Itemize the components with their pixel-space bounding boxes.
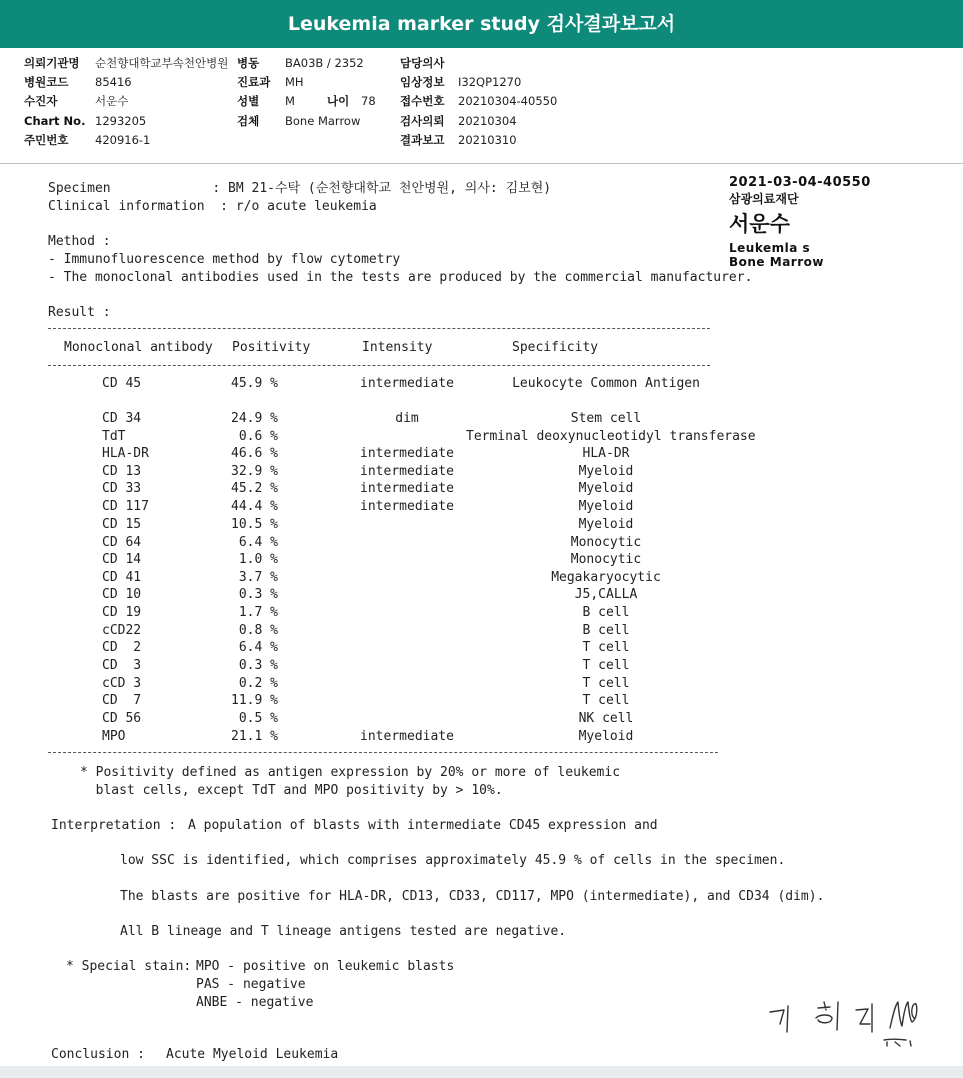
antibody-cell: CD 10 [102,587,142,602]
header-label: 병원코드 [24,75,69,89]
header-label: 진료과 [237,75,271,89]
column-header: Intensity [362,340,433,355]
table-row [0,464,800,481]
antibody-cell: CD 117 [102,499,149,514]
antibody-cell: CD 34 [102,411,142,426]
footnote-line: blast cells, except TdT and MPO positivity by > 10%. [80,783,503,798]
antibody-cell: CD 33 [102,481,142,496]
header-value: BA03B / 2352 [285,56,364,70]
positivity-cell: 10.5 % [231,517,278,532]
clinical-info-line: Clinical information : r/o acute leukemia [48,199,377,214]
age-label: 나이 [327,94,350,108]
antibody-cell: CD 19 [102,605,142,620]
method-line: - Immunofluorescence method by flow cytometry [48,252,401,267]
specimen-stamp [729,175,929,269]
table-row [0,658,800,675]
antibody-cell: CD 56 [102,711,142,726]
specificity-cell: T cell [582,676,630,691]
positivity-cell: 21.1 % [231,729,278,744]
header-label: 성별 [237,94,260,108]
header-value: 420916-1 [95,133,151,147]
table-row [0,481,800,498]
special-stain-line: PAS - negative [196,977,306,992]
column-header: Specificity [512,340,599,355]
intensity-cell: intermediate [360,376,454,391]
table-row [0,623,800,640]
positivity-cell: 24.9 % [231,411,278,426]
antibody-cell: CD 7 [102,693,142,708]
interpretation-line: A population of blasts with intermediate CD45 expression and [188,818,658,833]
column-header: Monoclonal antibody [64,340,213,355]
specificity-cell: Myeloid [578,464,634,479]
signature [760,990,940,1054]
header-label: 의뢰기관명 [24,56,80,70]
positivity-cell: 45.9 % [231,376,278,391]
intensity-cell: intermediate [360,464,454,479]
positivity-cell: 6.4 % [238,640,278,655]
table-row [0,605,800,622]
antibody-cell: CD 15 [102,517,142,532]
specificity-cell: Stem cell [570,411,642,426]
header-value: 20210304-40550 [458,94,558,108]
method-label: Method : [48,234,111,249]
header-label: 검사의뢰 [400,114,445,128]
specificity-cell: Monocytic [570,535,642,550]
specificity-cell: Myeloid [578,517,634,532]
positivity-cell: 1.7 % [238,605,278,620]
header-row [0,54,963,73]
positivity-cell: 0.8 % [238,623,278,638]
table-rule [48,752,718,753]
positivity-cell: 32.9 % [231,464,278,479]
handwritten-signature-icon [760,990,940,1050]
table-rule [48,365,710,366]
positivity-cell: 0.6 % [238,429,278,444]
header-row [0,112,963,131]
positivity-cell: 3.7 % [238,570,278,585]
positivity-cell: 1.0 % [238,552,278,567]
specificity-cell: Megakaryocytic [551,570,661,585]
header-label: 담당의사 [400,56,445,70]
table-header [0,340,800,357]
antibody-cell: CD 41 [102,570,142,585]
specificity-cell: Monocytic [570,552,642,567]
antibody-cell: CD 2 [102,640,142,655]
table-rule [48,328,710,329]
header-label: 주민번호 [24,133,69,147]
header-label: 임상정보 [400,75,445,89]
specificity-cell: J5,CALLA [574,587,638,602]
positivity-cell: 0.3 % [238,658,278,673]
positivity-cell: 11.9 % [231,693,278,708]
special-stain-line: MPO - positive on leukemic blasts [196,959,455,974]
header-value: 20210304 [458,114,517,128]
header-value: M [285,94,295,108]
table-row [0,411,800,428]
antibody-cell: TdT [102,429,126,444]
age-value: 78 [361,94,376,108]
antibody-cell: CD 45 [102,376,142,391]
antibody-cell: CD 13 [102,464,142,479]
header-label: 수진자 [24,94,58,108]
intensity-cell: intermediate [360,729,454,744]
antibody-cell: cCD 3 [102,676,142,691]
table-row [0,729,800,746]
table-row [0,676,800,693]
specificity-cell: Myeloid [578,729,634,744]
header-value: I32QP1270 [458,75,522,89]
result-label: Result : [48,305,111,320]
specificity-cell: T cell [582,640,630,655]
intensity-cell: intermediate [360,499,454,514]
interpretation-line: The blasts are positive for HLA-DR, CD13, CD33, CD117, MPO (intermediate), and CD34 (dim). [120,889,825,904]
positivity-cell: 44.4 % [231,499,278,514]
specificity-cell: Leukocyte Common Antigen [512,376,700,391]
header-value: 순천향대학교부속천안병원 [95,56,229,70]
positivity-cell: 46.6 % [231,446,278,461]
antibody-cell: cCD22 [102,623,142,638]
positivity-cell: 45.2 % [231,481,278,496]
specificity-cell: B cell [582,605,630,620]
antibody-cell: HLA-DR [102,446,149,461]
specificity-cell: Myeloid [578,499,634,514]
stamp-number: 2021-03-04-40550 [729,175,871,190]
header-row [0,92,963,111]
method-line: - The monoclonal antibodies used in the tests are produced by the commercial manufacturer. [48,270,753,285]
table-row [0,587,800,604]
header-label: 검체 [237,114,260,128]
special-stain-label: * Special stain: [66,959,192,974]
specificity-cell: NK cell [578,711,634,726]
header-row [0,73,963,92]
interpretation-label: Interpretation : [51,818,177,833]
table-row [0,535,800,552]
table-row [0,499,800,516]
intensity-cell: dim [395,411,419,426]
header-value: 20210310 [458,133,517,147]
specificity-cell: Myeloid [578,481,634,496]
table-row [0,711,800,728]
footnote-line: * Positivity defined as antigen expression by 20% or more of leukemic [80,765,621,780]
stamp-name: 서운수 [729,212,790,236]
table-row [0,376,800,393]
antibody-cell: CD 64 [102,535,142,550]
stamp-org: 삼광의료재단 [729,192,799,206]
specificity-cell: T cell [582,658,630,673]
table-row [0,640,800,657]
positivity-cell: 0.5 % [238,711,278,726]
report-title: Leukemia marker study 검사결과보고서 [0,0,963,48]
header-value: 1293205 [95,114,147,128]
positivity-cell: 0.2 % [238,676,278,691]
interpretation-line: low SSC is identified, which comprises approximately 45.9 % of cells in the specimen. [120,853,786,868]
specificity-cell: B cell [582,623,630,638]
specimen-line: Specimen : BM 21-수탁 (순천향대학교 천안병원, 의사: 김보현) [48,181,552,196]
stamp-test: Leukemla s [729,241,811,255]
specificity-cell: T cell [582,693,630,708]
intensity-cell: intermediate [360,481,454,496]
positivity-cell: 6.4 % [238,535,278,550]
table-row [0,570,800,587]
table-row [0,446,800,463]
antibody-cell: MPO [102,729,126,744]
antibody-cell: CD 3 [102,658,142,673]
stamp-specimen: Bone Marrow [729,255,824,269]
header-label: 결과보고 [400,133,445,147]
table-row [0,693,800,710]
conclusion-value: Acute Myeloid Leukemia [166,1047,339,1062]
table-row [0,552,800,569]
header-value: Bone Marrow [285,114,361,128]
special-stain-line: ANBE - negative [196,995,314,1010]
table-row [0,517,800,534]
conclusion-label: Conclusion : [51,1047,145,1062]
antibody-cell: CD 14 [102,552,142,567]
specificity-cell: HLA-DR [582,446,630,461]
page-bottom-band [0,1066,963,1078]
specificity-cell: Terminal deoxynucleotidyl transferase [466,429,756,444]
patient-header [0,48,963,164]
header-label: 병동 [237,56,260,70]
interpretation-line: All B lineage and T lineage antigens tested are negative. [120,924,567,939]
positivity-cell: 0.3 % [238,587,278,602]
header-label: Chart No. [24,114,86,128]
report-body [0,164,963,1064]
header-row [0,131,963,150]
intensity-cell: intermediate [360,446,454,461]
header-value: MH [285,75,304,89]
table-row [0,429,800,446]
header-value: 85416 [95,75,132,89]
column-header: Positivity [232,340,311,355]
header-value: 서운수 [95,94,129,108]
header-label: 접수번호 [400,94,445,108]
